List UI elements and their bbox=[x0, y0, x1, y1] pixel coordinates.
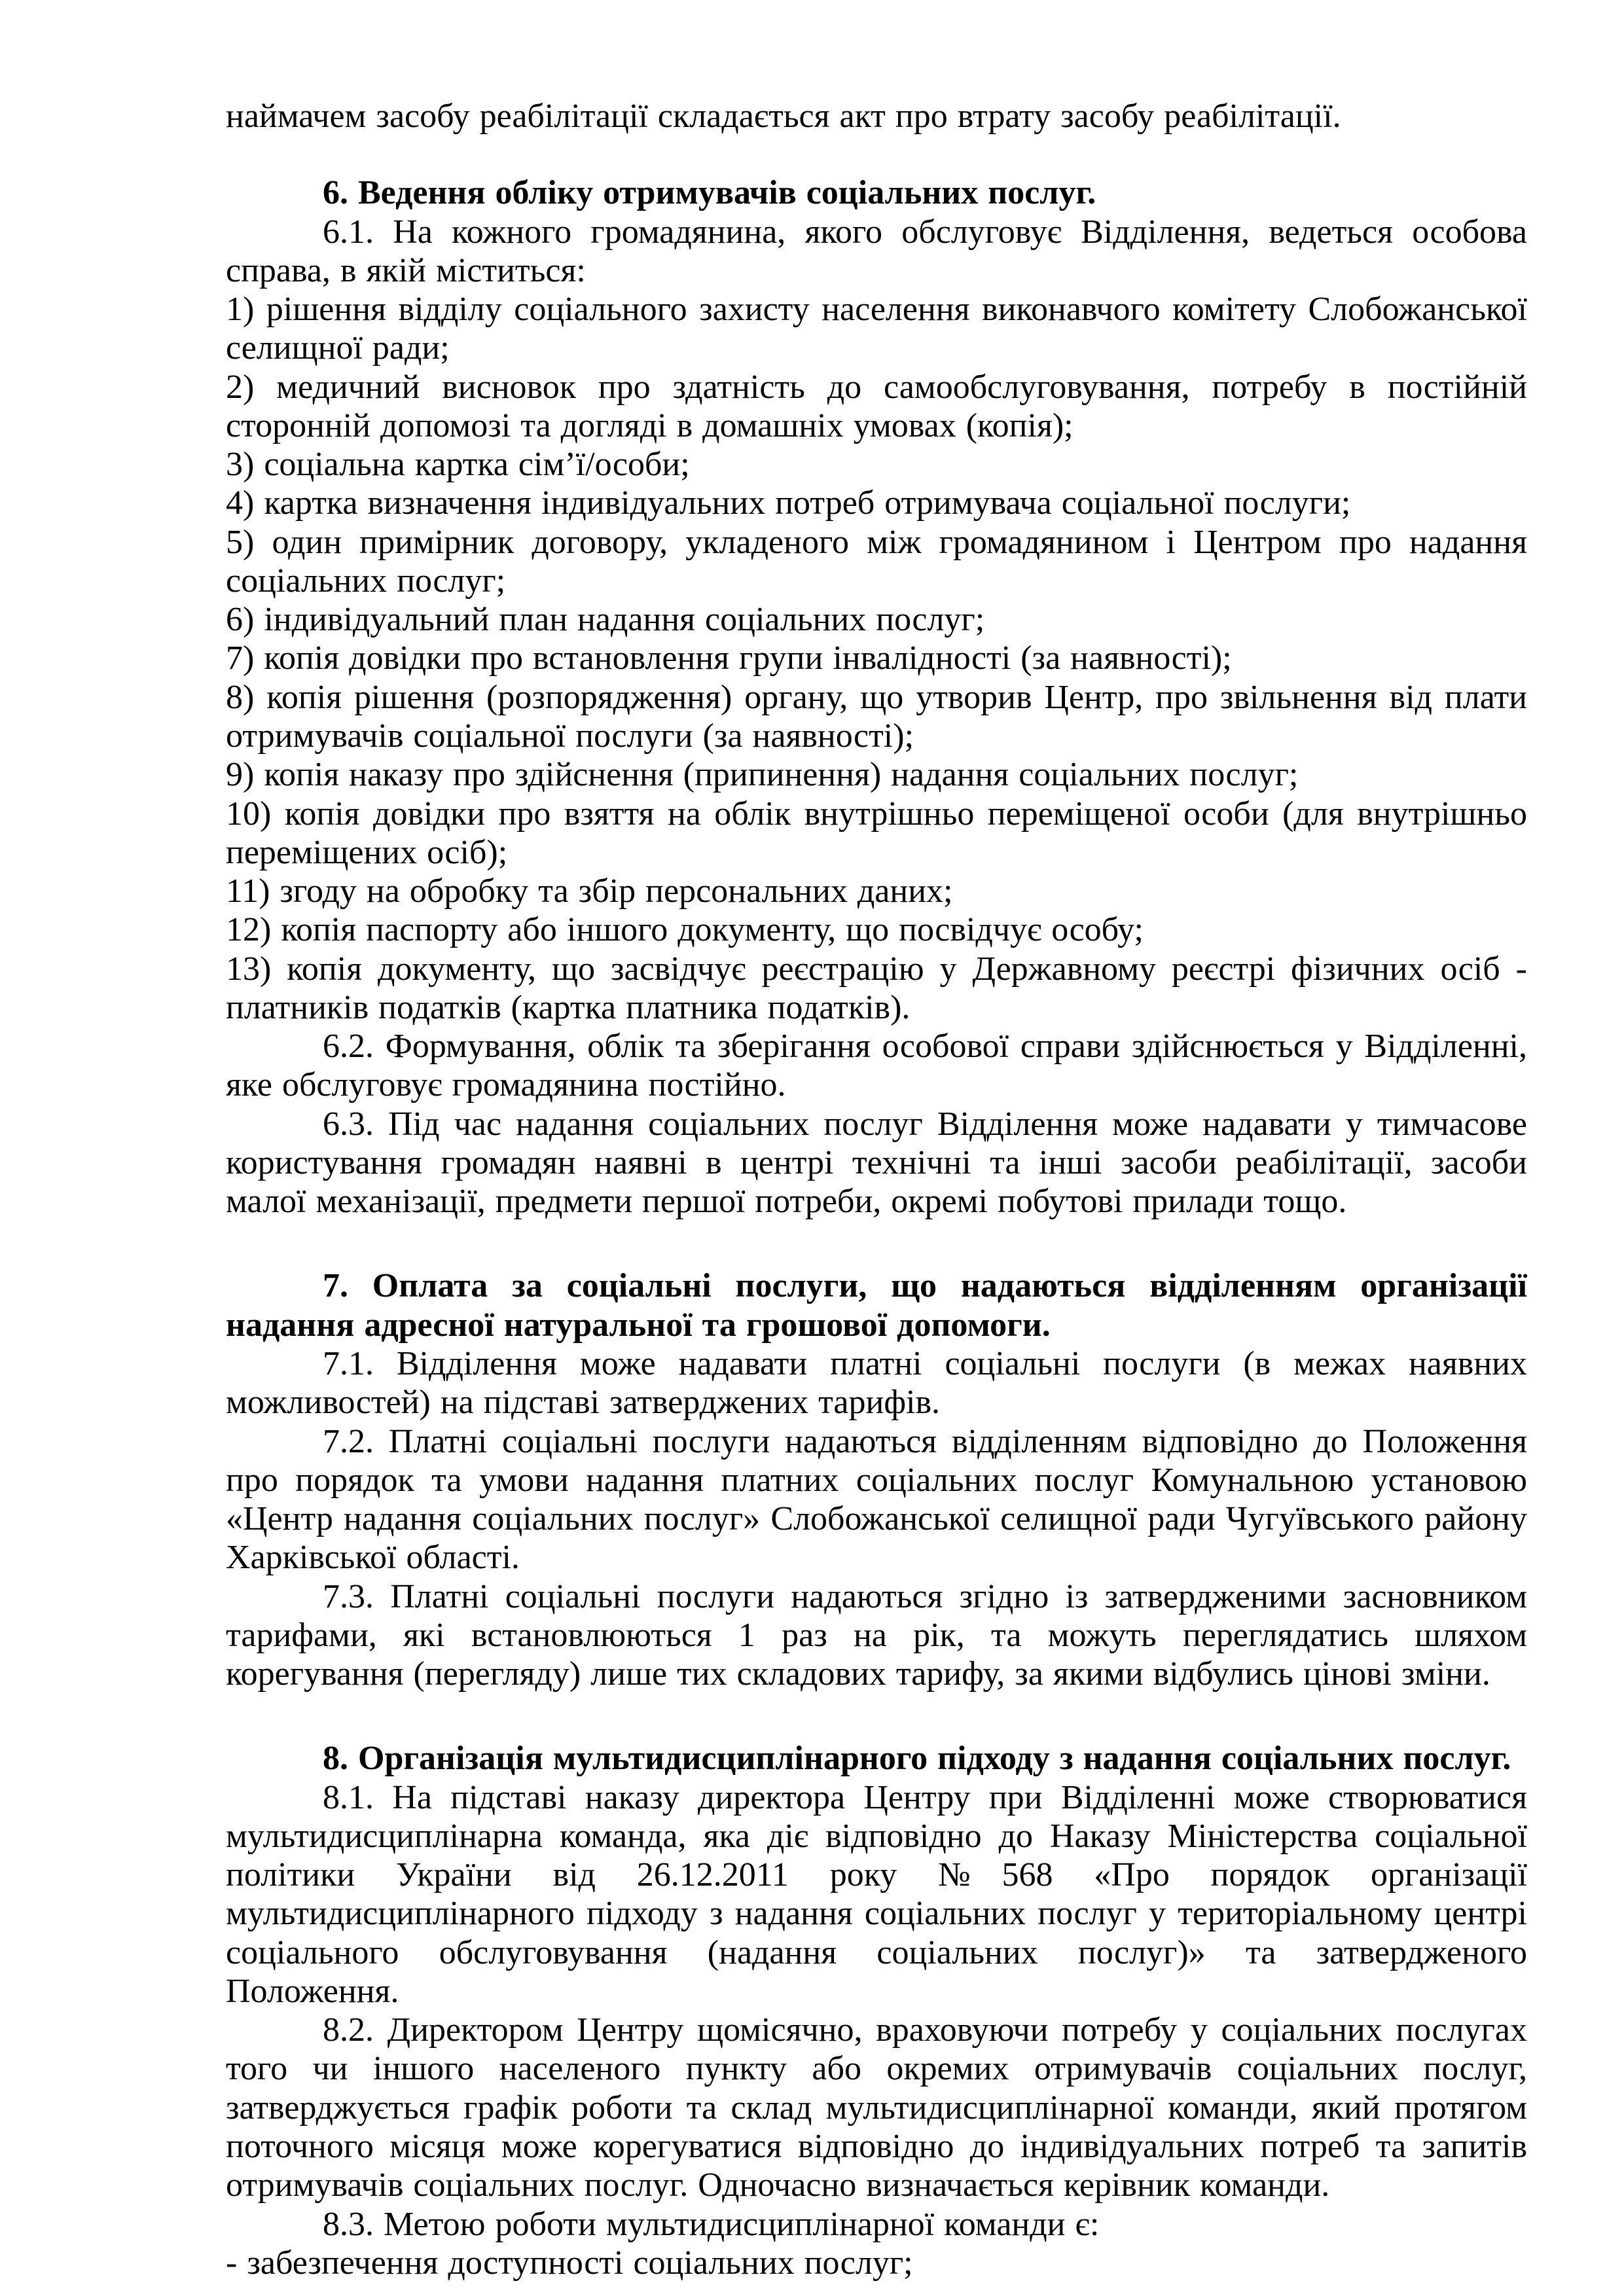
paragraph-6-1: 6.1. На кожного громадянина, якого обслуговує Відділення, ведеться особова справа, в якій міститься: bbox=[226, 213, 1527, 289]
list-item-8: 8) копія рішення (розпорядження) органу, що утворив Центр, про звільнення від плати отримувачів соціальної послуги (за наявності); bbox=[226, 678, 1527, 755]
paragraph-7-3: 7.3. Платні соціальні послуги надаються згідно із затвердженими засновником тарифами, які встановлюються 1 раз на рік, та можуть переглядатись шляхом корегування (перегляду) лише тих складових тарифу, за якими відбулись цінові зміни. bbox=[226, 1577, 1527, 1693]
list-item-7: 7) копія довідки про встановлення групи інвалідності (за наявності); bbox=[226, 639, 1232, 677]
paragraph-8-3: 8.3. Метою роботи мультидисциплінарної команди є: bbox=[323, 2205, 1100, 2243]
list-item-9: 9) копія наказу про здійснення (припинення) надання соціальних послуг; bbox=[226, 756, 1299, 794]
paragraph-8-2: 8.2. Директором Центру щомісячно, враховуючи потребу у соціальних послугах того чи іншого населеного пункту або окремих отримувачів соціальних послуг, затверджується графік роботи та склад мультидисциплінарної команди, який протягом поточного місяця може корегуватися відповідно до індивідуальних потреб та запитів отримувачів соціальних послуг. Одночасно визначається керівник команди. bbox=[226, 2011, 1527, 2204]
list-item-dash: - забезпечення доступності соціальних послуг; bbox=[226, 2244, 913, 2282]
paragraph-6-3: 6.3. Під час надання соціальних послуг Відділення може надавати у тимчасове користування громадян наявні в центрі технічні та інші засоби реабілітації, засоби малої механізації, предмети першої потреби, окремі побутові прилади тощо. bbox=[226, 1105, 1527, 1221]
paragraph-6-2: 6.2. Формування, облік та зберігання особової справи здійснюється у Відділенні, яке обслуговує громадянина постійно. bbox=[226, 1028, 1527, 1104]
paragraph-7-2: 7.2. Платні соціальні послуги надаються відділенням відповідно до Положення про порядок та умови надання платних соціальних послуг Комунальною установою «Центр надання соціальних послуг» Слобожанської селищної ради Чугуївського району Харківської області. bbox=[226, 1422, 1527, 1577]
paragraph-8-1: 8.1. На підставі наказу директора Центру при Відділенні може створюватися мультидисциплінарна команда, яка діє відповідно до Наказу Міністерства соціальної політики України від 26.12.2011 року №568 «Про порядок організації мультидисциплінарного підходу з надання соціальних послуг у територіальному центрі соціального обслуговування (надання соціальних послуг)» та затвердженого Положення. bbox=[226, 1778, 1527, 2010]
section-heading-7: 7. Оплата за соціальні послуги, що надаються відділенням організації надання адресної натуральної та грошової допомоги. bbox=[226, 1267, 1527, 1344]
list-item-1: 1) рішення відділу соціального захисту населення виконавчого комітету Слобожанської селищної ради; bbox=[226, 291, 1527, 367]
list-item-6: 6) індивідуальний план надання соціальних послуг; bbox=[226, 601, 985, 639]
list-item-11: 11) згоду на обробку та збір персональних даних; bbox=[226, 872, 953, 910]
section-heading-6: 6. Ведення обліку отримувачів соціальних послуг. bbox=[323, 174, 1096, 212]
list-item-12: 12) копія паспорту або іншого документу, що посвідчує особу; bbox=[226, 911, 1144, 949]
paragraph-continuation: наймачем засобу реабілітації складається акт про втрату засобу реабілітації. bbox=[226, 98, 1341, 135]
list-item-10: 10) копія довідки про взяття на облік внутрішньо переміщеної особи (для внутрішньо переміщених осіб); bbox=[226, 795, 1527, 871]
list-item-5: 5) один примірник договору, укладеного між громадянином і Центром про надання соціальних послуг; bbox=[226, 523, 1527, 600]
list-item-2: 2) медичний висновок про здатність до самообслуговування, потребу в постійній сторонній допомозі та догляді в домашніх умовах (копія); bbox=[226, 368, 1527, 444]
list-item-3: 3) соціальна картка сім’ї/особи; bbox=[226, 446, 690, 484]
section-heading-8: 8. Організація мультидисциплінарного підходу з надання соціальних послуг. bbox=[323, 1740, 1511, 1778]
paragraph-7-1: 7.1. Відділення може надавати платні соціальні послуги (в межах наявних можливостей) на підставі затверджених тарифів. bbox=[226, 1344, 1527, 1422]
list-item-13: 13) копія документу, що засвідчує реєстрацію у Державному реєстрі фізичних осіб - платників податків (картка платника податків). bbox=[226, 950, 1527, 1026]
list-item-4: 4) картка визначення індивідуальних потреб отримувача соціальної послуги; bbox=[226, 484, 1351, 522]
